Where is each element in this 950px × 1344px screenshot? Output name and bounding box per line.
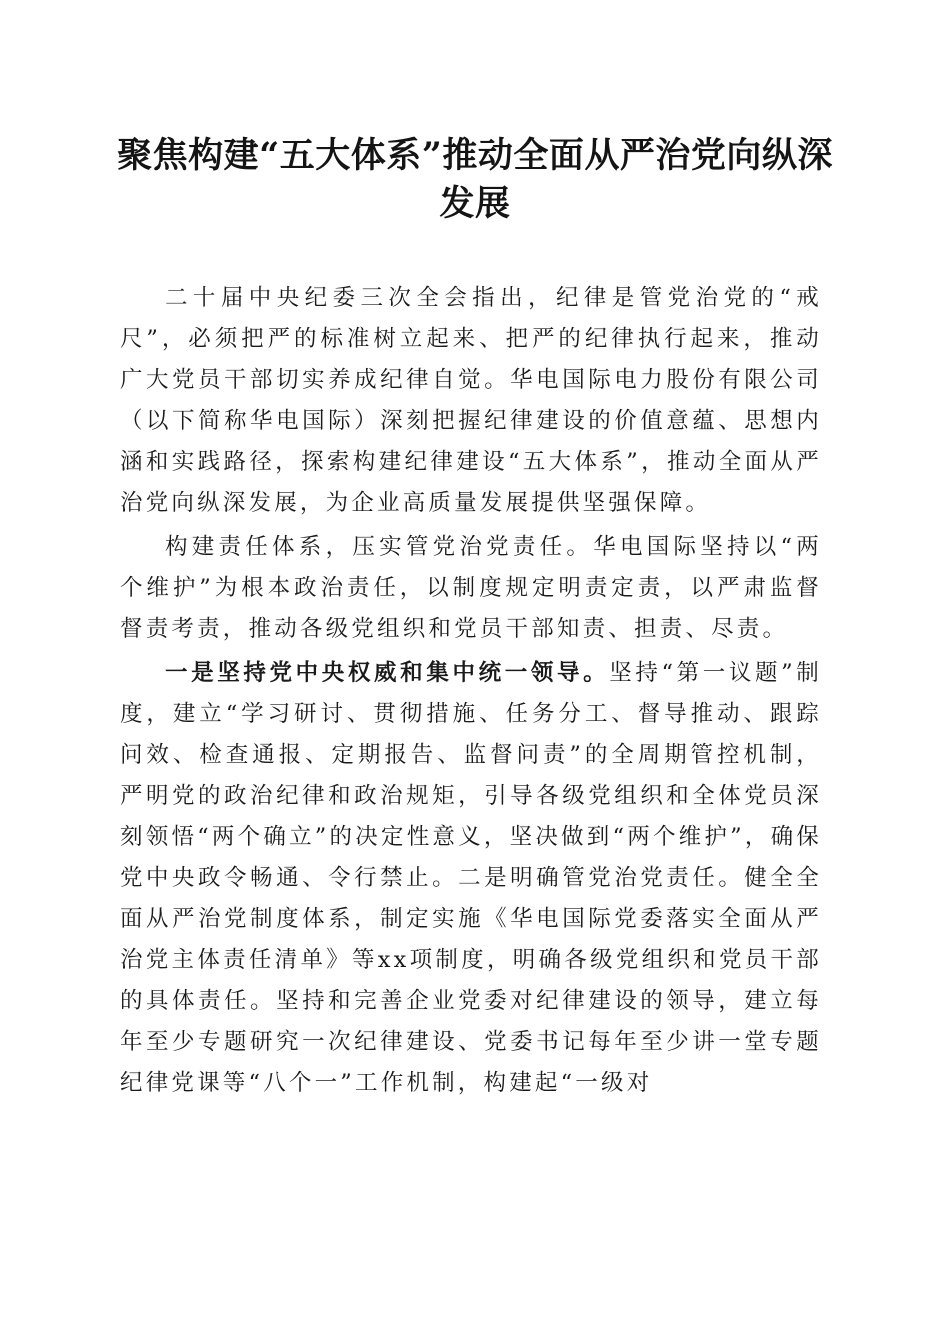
document-body [120,278,822,1107]
paragraph-intro [120,278,822,524]
paragraph-responsibility-text: 构建责任体系，压实管党治党责任。华电国际坚持以“两个维护”为根本政治责任，以制度规定明责定责，以严肃监督督责考责，推动各级党组织和党员干部知责、担责、尽责。 [120,534,822,642]
paragraph-leadership-text: 坚持“第一议题”制度，建立“学习研讨、贯彻措施、任务分工、督导推动、跟踪问效、检查通报、定期报告、监督问责”的全周期管控机制，严明党的政治纪律和政治规矩，引导各级党组织和全体党员深刻领悟“两个确立”的决定性意义，坚决做到“两个维护”，确保党中央政令畅通、令行禁止。二是明确管党治党责任。健全全面从严治党制度体系，制定实施《华电国际党委落实全面从严治党主体责任清单》等xx项制度，明确各级党组织和党员干部的具体责任。坚持和完善企业党委对纪律建设的领导，建立每年至少专题研究一次纪律建设、党委书记每年至少讲一堂专题纪律党课等“八个一”工作机制，构建起“一级对 [120,660,822,1096]
paragraph-responsibility-system [120,527,822,650]
paragraph-leadership-lead: 一是坚持党中央权威和集中统一领导。 [165,660,610,686]
paragraph-intro-text: 二十届中央纪委三次全会指出，纪律是管党治党的“戒尺”，必须把严的标准树立起来、把严的纪律执行起来，推动广大党员干部切实养成纪律自觉。华电国际电力股份有限公司（以下简称华电国际）深刻把握纪律建设的价值意蕴、思想内涵和实践路径，探索构建纪律建设“五大体系”，推动全面从严治党向纵深发展，为企业高质量发展提供坚强保障。 [120,285,822,516]
paragraph-leadership [120,653,822,1104]
document-title: 聚焦构建“五大体系”推动全面从严治党向纵深发展 [117,135,833,224]
